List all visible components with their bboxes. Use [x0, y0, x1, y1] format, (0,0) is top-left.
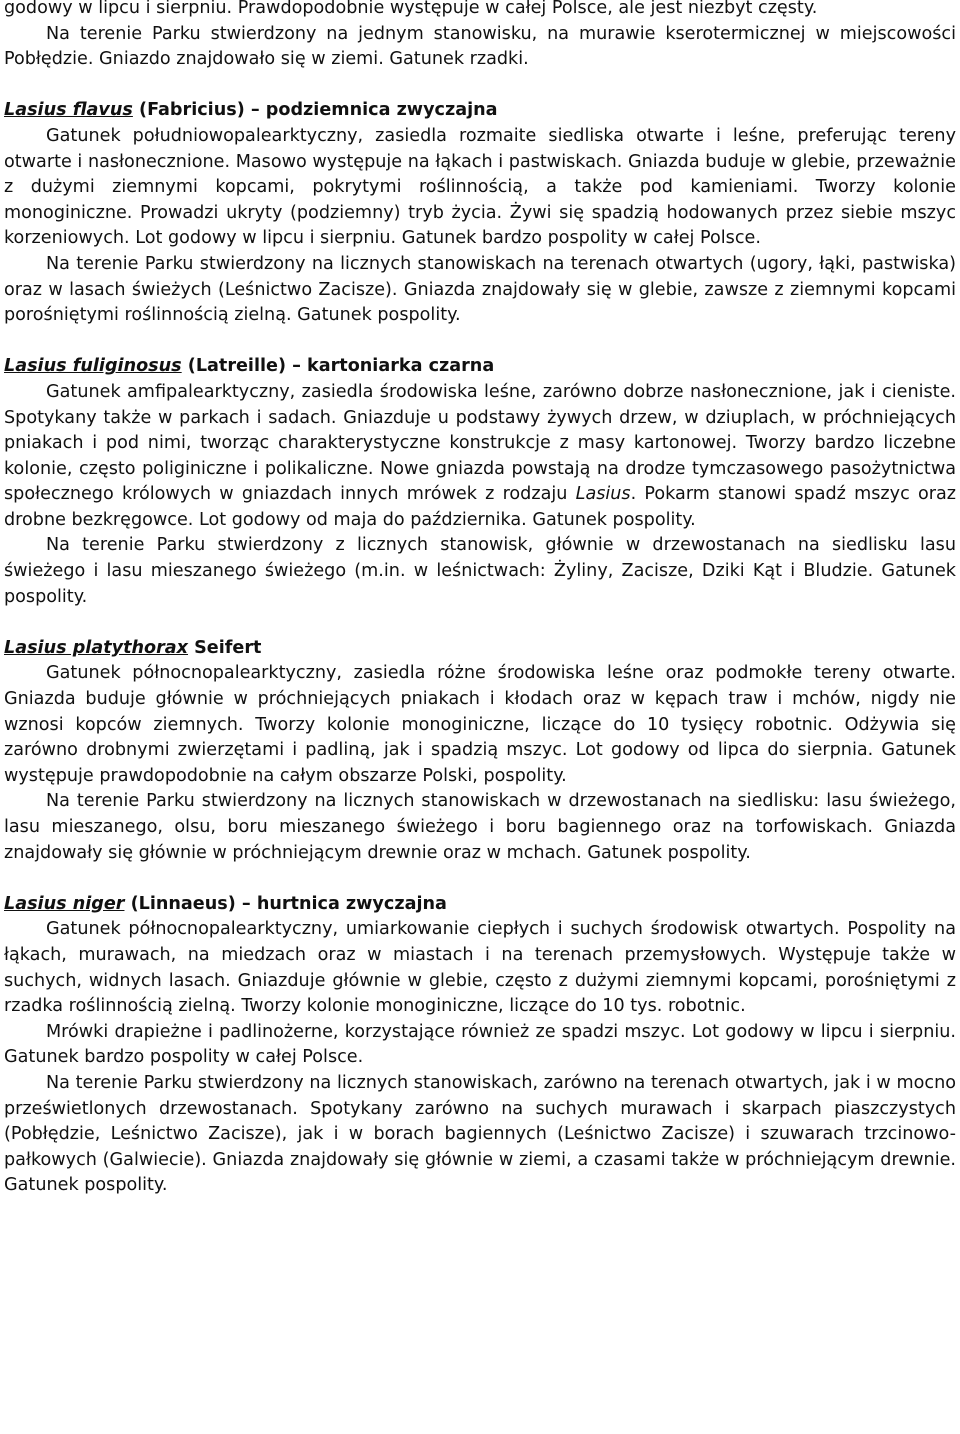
- species-heading: [4, 636, 956, 662]
- species-latin-name: Lasius flavus: [4, 100, 133, 121]
- species-latin-name: Lasius niger: [4, 893, 125, 914]
- species-section-lasius-flavus: [4, 98, 956, 328]
- species-latin-name: Lasius platythorax: [4, 637, 189, 658]
- species-heading: [4, 98, 956, 124]
- genus-italic: Lasius: [575, 484, 631, 505]
- species-biology: Mrówki drapieżne i padlinożerne, korzystające również ze spadzi mszyc. Lot godowy w lipcu i sierpniu. Gatunek bardzo pospolity w całej Polsce.: [4, 1021, 956, 1068]
- intro-park-paragraph: Na terenie Parku stwierdzony na jednym stanowisku, na murawie kserotermicznej w miejscowości Pobłędzie. Gniazdo znajdowało się w ziemi. Gatunek rzadki.: [4, 23, 956, 70]
- species-description: [4, 380, 956, 534]
- species-latin-name: Lasius fuliginosus: [4, 356, 182, 377]
- species-section-lasius-niger: [4, 892, 956, 1199]
- species-park-record: Na terenie Parku stwierdzony na licznych stanowiskach, zarówno na terenach otwartych, jak i w mocno prześwietlonych drzewostanach. Spotykany zarówno na suchych murawach i skarpach piaszczystych (Pobłędzie, Leśnictwo Zacisze), jak i w borach bagiennych (Leśnictwo Zacisze) i szuwarach trzcinowo-pałkowych (Galwiecie). Gniazda znajdowały się głównie w ziemi, a czasami także w próchniejącym drewnie. Gatunek pospolity.: [4, 1072, 956, 1196]
- species-heading: [4, 892, 956, 918]
- species-description: Gatunek północnopalearktyczny, umiarkowanie ciepłych i suchych środowisk otwartych. Pospolity na łąkach, murawach, na miedzach oraz w miastach i na terenach przemysłowych. Występuje także w suchych, widnych lasach. Gniazduje głównie w glebie, często z dużymi ziemnymi kopcami, porośniętymi z rzadka roślinnością zielną. Tworzy kolonie monoginiczne, liczące do 10 tys. robotnic.: [4, 919, 956, 1017]
- species-description-text: Gatunek amfipalearktyczny, zasiedla środowiska leśne, zarówno dobrze nasłonecznione, jak i cieniste. Spotykany także w parkach i sadach. Gniazduje u podstawy żywych drzew, w dziuplach, w próchniejących pniakach i pod nimi, tworząc charakterystyczne konstrukcje z masy kartonowej. Tworzy bardzo liczebne kolonie, często poliginiczne i polikaliczne. Nowe gniazda powstają na drodze tymczasowego pasożytnictwa społecznego królowych w gniazdach innych mrówek z rodzaju: [4, 381, 956, 505]
- species-author-common-name: (Latreille) – kartoniarka czarna: [181, 356, 495, 377]
- species-park-record: Na terenie Parku stwierdzony na licznych stanowiskach na terenach otwartych (ugory, łąki, pastwiska) oraz w lasach świeżych (Leśnictwo Zacisze). Gniazda znajdowały się w glebie, zawsze z ziemnymi kopcami porośniętymi roślinnością zielną. Gatunek pospolity.: [4, 253, 956, 326]
- intro-paragraph: godowy w lipcu i sierpniu. Prawdopodobnie występuje w całej Polsce, ale jest niezbyt częsty.: [4, 0, 818, 18]
- species-author-common-name: (Linnaeus) – hurtnica zwyczajna: [124, 893, 447, 914]
- species-section-lasius-platythorax: [4, 636, 956, 866]
- species-author: Seifert: [188, 637, 262, 658]
- species-park-record: Na terenie Parku stwierdzony na licznych stanowiskach w drzewostanach na siedlisku: lasu świeżego, lasu mieszanego, olsu, boru mieszanego świeżego i boru bagiennego oraz na torfowiskach. Gniazda znajdowały się głównie w próchniejącym drewnie oraz w mchach. Gatunek pospolity.: [4, 791, 956, 863]
- species-heading: [4, 354, 956, 380]
- species-description-text-continued: . Pokarm stanowi spadź mszyc oraz drobne bezkręgowce. Lot godowy od maja do października. Gatunek pospolity.: [4, 484, 956, 530]
- species-author-common-name: (Fabricius) – podziemnica zwyczajna: [132, 100, 498, 121]
- species-section-lasius-fuliginosus: [4, 354, 956, 610]
- species-park-record: Na terenie Parku stwierdzony z licznych stanowisk, głównie w drzewostanach na siedlisku lasu świeżego i lasu mieszanego świeżego (m.in. w leśnictwach: Żyliny, Zacisze, Dziki Kąt i Bludzie. Gatunek pospolity.: [4, 535, 956, 607]
- species-description: Gatunek północnopalearktyczny, zasiedla różne środowiska leśne oraz podmokłe tereny otwarte. Gniazda buduje głównie w próchniejących pniakach i kłodach oraz w kępach traw i mchów, nigdy nie wznosi kopców ziemnych. Tworzy kolonie monoginiczne, liczące do 10 tysięcy robotnic. Odżywia się zarówno drobnymi zwierzętami i padliną, jak i spadzią mszyc. Lot godowy od lipca do sierpnia. Gatunek występuje prawdopodobnie na całym obszarze Polski, pospolity.: [4, 663, 956, 786]
- species-description: Gatunek południowopalearktyczny, zasiedla rozmaite siedliska otwarte i leśne, preferując tereny otwarte i nasłonecznione. Masowo występuje na łąkach i pastwiskach. Gniazda buduje w glebie, przeważnie z dużymi ziemnymi kopcami, pokrytymi roślinnością, a także pod kamieniami. Tworzy kolonie monoginiczne. Prowadzi ukryty (podziemny) tryb życia. Żywi się spadzią hodowanych przez siebie mszyc korzeniowych. Lot godowy w lipcu i sierpniu. Gatunek bardzo pospolity w całej Polsce.: [4, 125, 956, 249]
